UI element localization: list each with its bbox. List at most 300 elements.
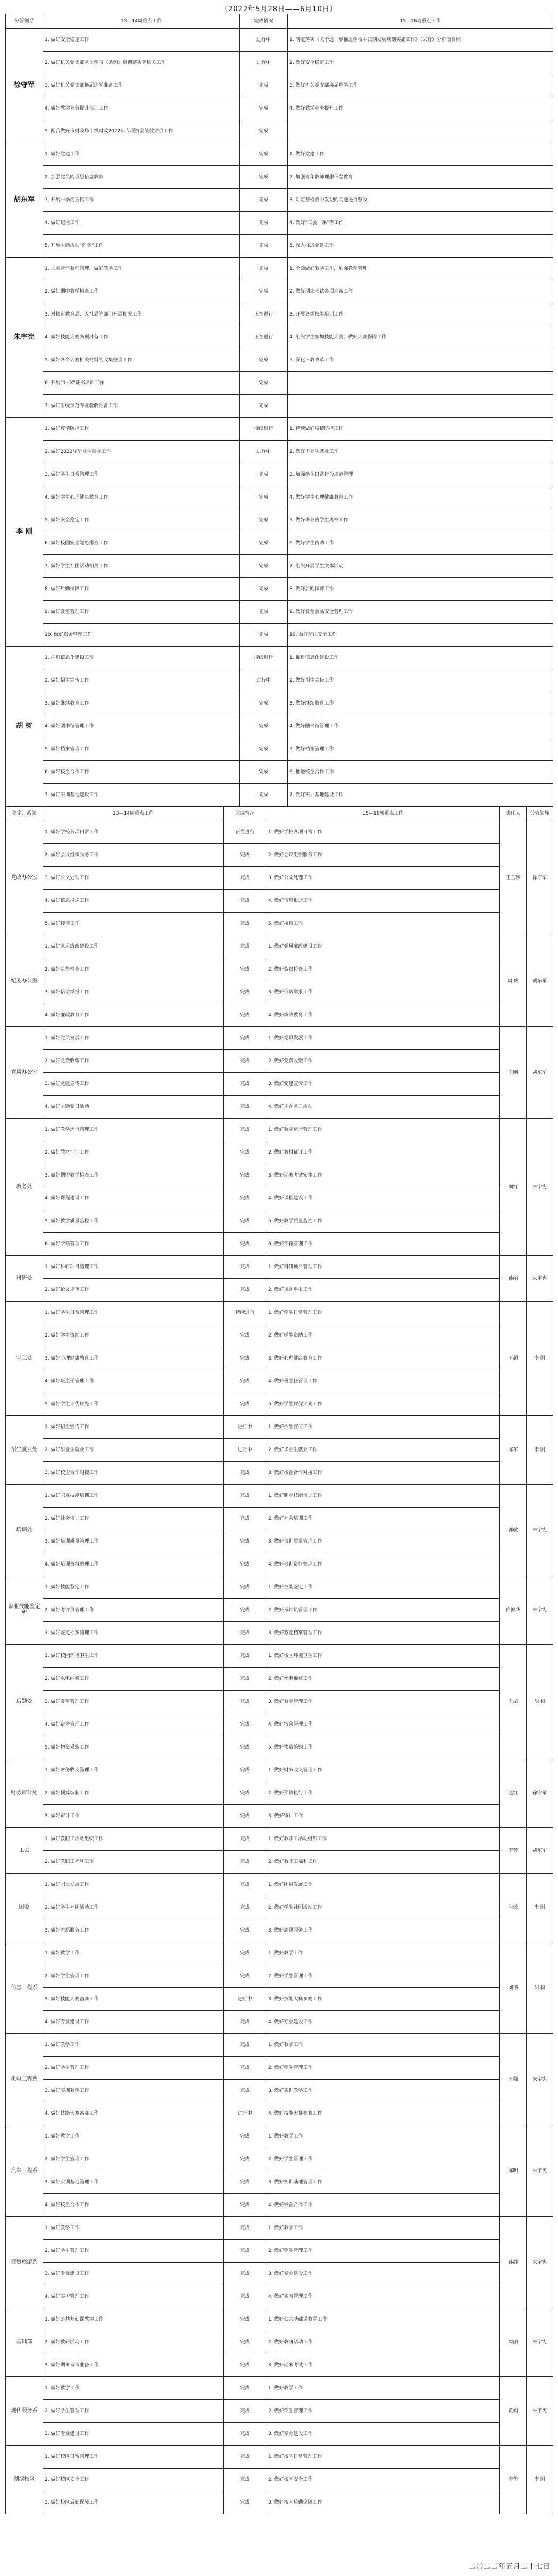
dept-task-row xyxy=(6,1462,553,1485)
dept-next-week-task: 3. 做好实训基地管理工作 xyxy=(266,2171,500,2194)
dept-owner: 周 虎 xyxy=(500,935,527,1027)
prev-week-task: 3. 开展一季度宣传工作 xyxy=(43,189,240,212)
leader-task-row xyxy=(6,692,553,715)
dept-task-status: 完成 xyxy=(224,1530,266,1553)
header-dept-prev-week: 13—14周重点工作 xyxy=(43,807,224,821)
dept-prev-week-task: 1. 做好科研项目管理工作 xyxy=(43,1256,224,1279)
dept-task-row xyxy=(6,1576,553,1599)
dept-prev-week-task: 1. 做好教学工作 xyxy=(43,2217,224,2240)
dept-task-row xyxy=(6,844,553,867)
dept-prev-week-task: 3. 做好党建宣传工作 xyxy=(43,1073,224,1096)
dept-owner: 刘伟 xyxy=(500,1942,527,2034)
dept-table xyxy=(5,806,553,2514)
next-week-task xyxy=(288,395,553,418)
dept-prev-week-task: 2. 做好学生社团活动工作 xyxy=(43,1896,224,1919)
dept-task-status: 完成 xyxy=(224,1622,266,1645)
leader-task-row xyxy=(6,258,553,280)
dept-task-row xyxy=(6,1508,553,1530)
prev-week-task: 6. 做好校园安全隐患排查工作 xyxy=(43,532,240,555)
dept-task-status: 进行中 xyxy=(224,1439,266,1462)
dept-prev-week-task: 3. 做好信访举报工作 xyxy=(43,981,224,1004)
dept-prev-week-task: 4. 做好主题党日活动 xyxy=(43,1096,224,1119)
leader-task-row xyxy=(6,441,553,463)
dept-task-status: 完成 xyxy=(224,867,266,890)
dept-task-row xyxy=(6,1302,553,1324)
dept-task-row xyxy=(6,1736,553,1759)
prev-week-task: 1. 做好安全稳定工作 xyxy=(43,29,240,52)
dept-prev-week-task: 1. 做好党员发展工作 xyxy=(43,1027,224,1050)
task-status: 完成 xyxy=(240,212,288,235)
dept-task-row xyxy=(6,1187,553,1210)
next-week-task: 2. 做好安全稳定工作 xyxy=(288,52,553,74)
task-status: 完成 xyxy=(240,761,288,784)
dept-prev-week-task: 6. 做好学籍管理工作 xyxy=(43,1233,224,1256)
prev-week-task: 2. 做好机关党支部党员学习《条例》贯彻落实等相关工作 xyxy=(43,52,240,74)
dept-prev-week-task: 1. 做好团员发展工作 xyxy=(43,1874,224,1896)
prev-week-task: 1. 推进信息化建设工作 xyxy=(43,647,240,669)
dept-task-status: 完成 xyxy=(224,2034,266,2057)
dept-prev-week-task: 1. 做好教学工作 xyxy=(43,1942,224,1965)
dept-prev-week-task: 3. 做好公文处理工作 xyxy=(43,867,224,890)
next-week-task: 5. 深入推进党建工作 xyxy=(288,235,553,258)
leader-task-row xyxy=(6,280,553,303)
dept-task-row xyxy=(6,935,553,958)
dept-next-week-task: 4. 做好课程建设工作 xyxy=(266,1187,500,1210)
dept-task-status: 完成 xyxy=(224,2011,266,2034)
dept-next-week-task: 4. 做好主题党日活动 xyxy=(266,1096,500,1119)
dept-name: 培训处 xyxy=(6,1485,43,1576)
leader-task-row xyxy=(6,143,553,166)
leader-table xyxy=(5,14,553,807)
dept-task-status: 完成 xyxy=(224,2423,266,2446)
dept-next-week-task: 3. 做好鉴定档案管理工作 xyxy=(266,1622,500,1645)
dept-supervisor: 李 刚 xyxy=(527,1302,553,1416)
dept-supervisor: 李 刚 xyxy=(527,1874,553,1942)
dept-task-status: 完成 xyxy=(224,1645,266,1668)
dept-prev-week-task: 3. 做好心理健康教育工作 xyxy=(43,1347,224,1370)
dept-task-status: 进行中 xyxy=(224,1988,266,2011)
dept-next-week-task: 1. 做好科研项目管理工作 xyxy=(266,1256,500,1279)
prev-week-task: 8. 做好后勤保障工作 xyxy=(43,578,240,601)
dept-next-week-task: 3. 做好专业建设工作 xyxy=(266,2423,500,2446)
dept-next-week-task: 1. 做好教学工作 xyxy=(266,1942,500,1965)
dept-prev-week-task: 5. 做好学生评优评先工作 xyxy=(43,1393,224,1416)
leader-task-row xyxy=(6,97,553,120)
dept-next-week-task: 2. 做好党费收缴工作 xyxy=(266,1050,500,1073)
task-status: 完成 xyxy=(240,97,288,120)
dept-prev-week-task: 2. 做好学生管理工作 xyxy=(43,1965,224,1988)
dept-supervisor: 朱宇宪 xyxy=(527,2308,553,2377)
dept-next-week-task: 2. 做好校区安全工作 xyxy=(266,2469,500,2491)
dept-next-week-task: 1. 做好教学运行管理工作 xyxy=(266,1119,500,1141)
next-week-task: 4. 做好学生心理健康教育工作 xyxy=(288,486,553,509)
dept-next-week-task: 2. 做好课题申报工作 xyxy=(266,1279,500,1302)
dept-next-week-task: 1. 做好学校各项日常工作 xyxy=(266,821,500,844)
dept-task-status: 完成 xyxy=(224,2148,266,2171)
dept-task-status: 完成 xyxy=(224,981,266,1004)
dept-table-body xyxy=(6,821,553,2514)
dept-supervisor: 李 刚 xyxy=(527,2446,553,2514)
leader-task-row xyxy=(6,395,553,418)
dept-task-status: 完成 xyxy=(224,2217,266,2240)
dept-task-row xyxy=(6,1896,553,1919)
next-week-task: 7. 做好实训基地建设工作 xyxy=(288,784,553,807)
leader-task-row xyxy=(6,52,553,74)
dept-task-row xyxy=(6,867,553,890)
dept-next-week-task: 3. 做好心理健康教育工作 xyxy=(266,1347,500,1370)
dept-prev-week-task: 3. 做好专业建设工作 xyxy=(43,2423,224,2446)
task-status: 持续进行 xyxy=(240,647,288,669)
prev-week-task: 6. 做好校企合作工作 xyxy=(43,761,240,784)
dept-next-week-task: 1. 做好教职工活动组织工作 xyxy=(266,1828,500,1851)
dept-next-week-task: 1. 做好学生日常管理工作 xyxy=(266,1302,500,1324)
dept-task-row xyxy=(6,2217,553,2240)
dept-supervisor: 徐守军 xyxy=(527,1759,553,1828)
dept-name: 信息工程系 xyxy=(6,1942,43,2034)
task-status: 完成 xyxy=(240,120,288,143)
dept-task-row xyxy=(6,1096,553,1119)
task-status: 完成 xyxy=(240,624,288,647)
leader-task-row xyxy=(6,372,553,395)
dept-prev-week-task: 3. 做好期末考试准备工作 xyxy=(43,2354,224,2377)
dept-name: 纪委办公室 xyxy=(6,935,43,1027)
dept-task-status: 完成 xyxy=(224,2400,266,2423)
dept-next-week-task: 5. 做好接待工作 xyxy=(266,913,500,935)
task-status: 完成 xyxy=(240,738,288,761)
dept-prev-week-task: 4. 做好校企合作工作 xyxy=(43,2194,224,2217)
next-week-task: 6. 推进校企合作工作 xyxy=(288,761,553,784)
dept-task-row xyxy=(6,981,553,1004)
dept-task-status: 完成 xyxy=(224,2171,266,2194)
next-week-task: 2. 做好毕业生就业工作 xyxy=(288,441,553,463)
leader-task-row xyxy=(6,120,553,143)
dept-prev-week-task: 2. 做好水电维修工作 xyxy=(43,1668,224,1691)
dept-name: 招生就业处 xyxy=(6,1416,43,1485)
task-status: 持续进行 xyxy=(240,418,288,441)
dept-task-row xyxy=(6,1622,553,1645)
dept-task-row xyxy=(6,1233,553,1256)
dept-prev-week-task: 1. 做好教学运行管理工作 xyxy=(43,1119,224,1141)
dept-name: 汽车工程系 xyxy=(6,2125,43,2217)
next-week-task: 1. 制定落实《关于进一步推进学校中长期发展规划实施工作》（试行）分阶段目标 xyxy=(288,29,553,52)
leader-task-row xyxy=(6,212,553,235)
dept-prev-week-task: 4. 做好专业建设工作 xyxy=(43,2011,224,2034)
dept-task-row xyxy=(6,1050,553,1073)
dept-owner: 张敏 xyxy=(500,1874,527,1942)
dept-next-week-task: 4. 做好宿舍管理工作 xyxy=(266,1713,500,1736)
next-week-task: 5. 做好档案管理工作 xyxy=(288,738,553,761)
next-week-task: 10. 做好防汛安全工作 xyxy=(288,624,553,647)
dept-task-status: 完成 xyxy=(224,1393,266,1416)
dept-owner: 赵红 xyxy=(500,1759,527,1828)
dept-task-row xyxy=(6,2102,553,2125)
leader-task-row xyxy=(6,418,553,441)
dept-prev-week-task: 5. 做好接待工作 xyxy=(43,913,224,935)
dept-task-status: 完成 xyxy=(224,1187,266,1210)
leader-task-row xyxy=(6,532,553,555)
dept-next-week-task: 2. 做好学生管理工作 xyxy=(266,2148,500,2171)
dept-name: 党政办公室 xyxy=(6,821,43,935)
dept-task-row xyxy=(6,1828,553,1851)
dept-prev-week-task: 1. 做好学生日常管理工作 xyxy=(43,1302,224,1324)
dept-next-week-task: 3. 做好期末考试工作 xyxy=(266,2354,500,2377)
dept-prev-week-task: 3. 做好专业建设工作 xyxy=(43,2263,224,2285)
dept-task-status: 完成 xyxy=(224,1896,266,1919)
dept-task-row xyxy=(6,2491,553,2514)
dept-task-row xyxy=(6,2377,553,2400)
dept-owner: 孙丽 xyxy=(500,1256,527,1302)
dept-next-week-task: 2. 做好教职工福利工作 xyxy=(266,1851,500,1874)
dept-owner: 周丽 xyxy=(500,2308,527,2377)
dept-prev-week-task: 3. 做好审计工作 xyxy=(43,1805,224,1828)
leader-task-row xyxy=(6,509,553,532)
dept-task-status: 完成 xyxy=(224,1919,266,1942)
dept-next-week-task: 2. 做好社会培训工作 xyxy=(266,1508,500,1530)
dept-supervisor: 朱宇宪 xyxy=(527,1485,553,1576)
header-supervisor: 分管领导 xyxy=(527,807,553,821)
prev-week-task: 2. 做好2022届毕业生就业工作 xyxy=(43,441,240,463)
dept-prev-week-task: 2. 做好监督检查工作 xyxy=(43,958,224,981)
dept-next-week-task: 1. 做好党员发展工作 xyxy=(266,1027,500,1050)
header-owner: 责任人 xyxy=(500,807,527,821)
next-week-task: 3. 开展各类技能培训工作 xyxy=(288,303,553,326)
dept-task-row xyxy=(6,1782,553,1805)
dept-task-row xyxy=(6,1851,553,1874)
dept-task-row xyxy=(6,1119,553,1141)
dept-prev-week-task: 1. 做好财务收支管理工作 xyxy=(43,1759,224,1782)
dept-task-status: 完成 xyxy=(224,2194,266,2217)
dept-prev-week-task: 4. 做好实习管理工作 xyxy=(43,2285,224,2308)
dept-table-header xyxy=(6,807,553,821)
dept-prev-week-task: 2. 做好会议组织服务工作 xyxy=(43,844,224,867)
dept-task-row xyxy=(6,821,553,844)
next-week-task: 3. 对监督检查中发现的问题进行整改 xyxy=(288,189,553,212)
dept-task-row xyxy=(6,2400,553,2423)
dept-next-week-task: 2. 做好预算执行工作 xyxy=(266,1782,500,1805)
dept-task-status: 完成 xyxy=(224,913,266,935)
task-status: 完成 xyxy=(240,784,288,807)
leader-task-row xyxy=(6,761,553,784)
prev-week-task: 3. 做好机关党支部换届选举准备工作 xyxy=(43,74,240,97)
leader-task-row xyxy=(6,74,553,97)
dept-next-week-task: 1. 做好公共基础课教学工作 xyxy=(266,2308,500,2331)
header-dept: 处室、系部 xyxy=(6,807,43,821)
dept-task-row xyxy=(6,1370,553,1393)
dept-next-week-task: 1. 做好教学工作 xyxy=(266,2125,500,2148)
dept-task-row xyxy=(6,1988,553,2011)
dept-prev-week-task: 4. 做好信息报送工作 xyxy=(43,890,224,913)
dept-owner: 黄娟 xyxy=(500,2377,527,2446)
dept-task-status: 完成 xyxy=(224,1965,266,1988)
dept-prev-week-task: 2. 做好预算编制工作 xyxy=(43,1782,224,1805)
header-prev-week: 13—14周重点工作 xyxy=(43,14,240,29)
dept-prev-week-task: 1. 做好校区日常管理工作 xyxy=(43,2446,224,2469)
dept-next-week-task: 3. 做好志愿服务工作 xyxy=(266,1919,500,1942)
prev-week-task: 5. 配合做好市财政局市级财政2022年专项资金绩效评价工作 xyxy=(43,120,240,143)
dept-prev-week-task: 4. 做好培训资料整理工作 xyxy=(43,1553,224,1576)
dept-next-week-task: 4. 做好信息报送工作 xyxy=(266,890,500,913)
dept-prev-week-task: 2. 做好社会培训工作 xyxy=(43,1508,224,1530)
dept-prev-week-task: 3. 做好鉴定档案管理工作 xyxy=(43,1622,224,1645)
dept-prev-week-task: 4. 做好课程建设工作 xyxy=(43,1187,224,1210)
dept-prev-week-task: 2. 做好学生资助工作 xyxy=(43,1324,224,1347)
task-status: 完成 xyxy=(240,715,288,738)
dept-supervisor: 李 刚 xyxy=(527,1416,553,1485)
dept-owner: 陈明 xyxy=(500,2125,527,2217)
dept-next-week-task: 2. 做好监督检查工作 xyxy=(266,958,500,981)
dept-task-status: 完成 xyxy=(224,1073,266,1096)
dept-task-status: 完成 xyxy=(224,2354,266,2377)
dept-task-row xyxy=(6,1416,553,1439)
leader-task-row xyxy=(6,349,553,372)
leader-task-row xyxy=(6,235,553,258)
dept-task-status: 完成 xyxy=(224,1141,266,1164)
leader-task-row xyxy=(6,303,553,326)
dept-task-row xyxy=(6,2469,553,2491)
dept-prev-week-task: 3. 做好培训质量管理工作 xyxy=(43,1530,224,1553)
dept-task-status: 完成 xyxy=(224,1462,266,1485)
dept-task-row xyxy=(6,1965,553,1988)
task-status: 完成 xyxy=(240,486,288,509)
dept-name: 现代服务系 xyxy=(6,2377,43,2446)
dept-task-status: 完成 xyxy=(224,1805,266,1828)
dept-task-row xyxy=(6,1073,553,1096)
leader-task-row xyxy=(6,189,553,212)
dept-prev-week-task: 4. 做好技能大赛备赛工作 xyxy=(43,2102,224,2125)
prev-week-task: 4. 做好图书馆管理工作 xyxy=(43,715,240,738)
leader-task-row xyxy=(6,669,553,692)
dept-task-row xyxy=(6,2125,553,2148)
dept-prev-week-task: 3. 做好校企合作对接工作 xyxy=(43,1462,224,1485)
leader-task-row xyxy=(6,555,553,578)
dept-supervisor: 朱宇宪 xyxy=(527,2125,553,2217)
dept-task-row xyxy=(6,2354,553,2377)
prev-week-task: 5. 做好档案管理工作 xyxy=(43,738,240,761)
dept-next-week-task: 2. 做好毕业生就业工作 xyxy=(266,1439,500,1462)
dept-task-status: 完成 xyxy=(224,2263,266,2285)
date-range-caption: （2022年5月28日——6月10日） xyxy=(221,5,337,13)
dept-supervisor: 朱宇宪 xyxy=(527,2377,553,2446)
dept-prev-week-task: 1. 做好教职工活动组织工作 xyxy=(43,1828,224,1851)
leader-task-row xyxy=(6,578,553,601)
dept-prev-week-task: 2. 做好教研活动工作 xyxy=(43,2331,224,2354)
dept-prev-week-task: 1. 做好招生宣传工作 xyxy=(43,1416,224,1439)
dept-prev-week-task: 1. 做好职业技能培训工作 xyxy=(43,1485,224,1508)
dept-task-status: 完成 xyxy=(224,1096,266,1119)
dept-name: 商贸旅游系 xyxy=(6,2217,43,2308)
dept-supervisor: 朱宇宪 xyxy=(527,1256,553,1302)
prev-week-task: 5. 做好安全稳定工作 xyxy=(43,509,240,532)
dept-next-week-task: 1. 做好教学工作 xyxy=(266,2217,500,2240)
dept-task-status: 完成 xyxy=(224,1759,266,1782)
dept-task-status: 完成 xyxy=(224,1256,266,1279)
dept-name: 机电工程系 xyxy=(6,2034,43,2125)
dept-next-week-task: 3. 做好专业建设工作 xyxy=(266,2263,500,2285)
next-week-task: 5. 做好毕业班学生离校工作 xyxy=(288,509,553,532)
dept-prev-week-task: 3. 做好志愿服务工作 xyxy=(43,1919,224,1942)
dept-owner: 王振 xyxy=(500,1645,527,1759)
dept-prev-week-task: 4. 做好班主任管理工作 xyxy=(43,1370,224,1393)
dept-task-row xyxy=(6,1027,553,1050)
dept-task-status: 进行中 xyxy=(224,2102,266,2125)
task-status: 完成 xyxy=(240,349,288,372)
dept-name: 财务审计处 xyxy=(6,1759,43,1828)
dept-next-week-task: 3. 做好信访举报工作 xyxy=(266,981,500,1004)
dept-next-week-task: 3. 做好校区后勤保障工作 xyxy=(266,2491,500,2514)
dept-task-status: 持续进行 xyxy=(224,1302,266,1324)
dept-task-row xyxy=(6,2331,553,2354)
next-week-task: 2. 加强青年教师理想信念教育 xyxy=(288,166,553,189)
dept-next-week-task: 2. 做好学生管理工作 xyxy=(266,2240,500,2263)
dept-owner: 王刚 xyxy=(500,1027,527,1119)
next-week-task: 8. 做好后勤保障工作 xyxy=(288,578,553,601)
dept-prev-week-task: 3. 做好实训教学工作 xyxy=(43,2080,224,2102)
next-week-task: 4. 做好图书馆管理工作 xyxy=(288,715,553,738)
prev-week-task: 5. 做好各个大赛相关材料的收集整理工作 xyxy=(43,349,240,372)
dept-task-row xyxy=(6,1805,553,1828)
prev-week-task: 2. 做好招生宣传工作 xyxy=(43,669,240,692)
dept-prev-week-task: 2. 做好党费收缴工作 xyxy=(43,1050,224,1073)
dept-task-status: 完成 xyxy=(224,1279,266,1302)
dept-task-row xyxy=(6,1668,553,1691)
task-status: 正在进行 xyxy=(240,326,288,349)
dept-prev-week-task: 1. 做好学校各项日常工作 xyxy=(43,821,224,844)
prev-week-task: 3. 对接市教育局、人社局等部门开展相关工作 xyxy=(43,303,240,326)
dept-name: 湖滨校区 xyxy=(6,2446,43,2514)
dept-task-status: 完成 xyxy=(224,1233,266,1256)
task-status: 进行中 xyxy=(240,52,288,74)
dept-task-status: 完成 xyxy=(224,1599,266,1622)
dept-task-status: 完成 xyxy=(224,2080,266,2102)
prev-week-task: 6. 开展“1+X”证书培训工作 xyxy=(43,372,240,395)
dept-task-status: 完成 xyxy=(224,1164,266,1187)
task-status: 完成 xyxy=(240,395,288,418)
dept-next-week-task: 2. 做好学生资助工作 xyxy=(266,1324,500,1347)
dept-task-row xyxy=(6,2194,553,2217)
prev-week-task: 1. 做好党建工作 xyxy=(43,143,240,166)
leader-task-row xyxy=(6,784,553,807)
dept-task-row xyxy=(6,1713,553,1736)
dept-task-status: 完成 xyxy=(224,2377,266,2400)
dept-task-status: 完成 xyxy=(224,1553,266,1576)
leader-task-row xyxy=(6,715,553,738)
dept-next-week-task: 4. 做好班主任管理工作 xyxy=(266,1370,500,1393)
dept-next-week-task: 1. 做好技能鉴定工作 xyxy=(266,1576,500,1599)
dept-prev-week-task: 1. 做好教学工作 xyxy=(43,2125,224,2148)
dept-next-week-task: 4. 做好实习管理工作 xyxy=(266,2285,500,2308)
prev-week-task: 3. 做好继续教育工作 xyxy=(43,692,240,715)
dept-task-status: 完成 xyxy=(224,1485,266,1508)
dept-next-week-task: 3. 做好期末考试安排工作 xyxy=(266,1164,500,1187)
dept-next-week-task: 2. 做好学生管理工作 xyxy=(266,2057,500,2080)
prev-week-task: 9. 做好食堂管理工作 xyxy=(43,601,240,624)
dept-next-week-task: 2. 做好学生社团活动工作 xyxy=(266,1896,500,1919)
dept-name: 教务处 xyxy=(6,1119,43,1256)
header-dept-next-week: 15—16周重点工作 xyxy=(266,807,500,821)
dept-task-status: 完成 xyxy=(224,1782,266,1805)
dept-prev-week-task: 2. 做好考评员管理工作 xyxy=(43,1599,224,1622)
dept-task-row xyxy=(6,1485,553,1508)
task-status: 完成 xyxy=(240,578,288,601)
dept-owner: 王强 xyxy=(500,2034,527,2125)
dept-task-row xyxy=(6,1324,553,1347)
next-week-task: 6. 做好学生资助工作 xyxy=(288,532,553,555)
task-status: 完成 xyxy=(240,692,288,715)
dept-task-status: 完成 xyxy=(224,1508,266,1530)
dept-task-status: 完成 xyxy=(224,2469,266,2491)
dept-prev-week-task: 5. 做好教学质量监控工作 xyxy=(43,1210,224,1233)
dept-next-week-task: 4. 做好校企合作工作 xyxy=(266,2194,500,2217)
